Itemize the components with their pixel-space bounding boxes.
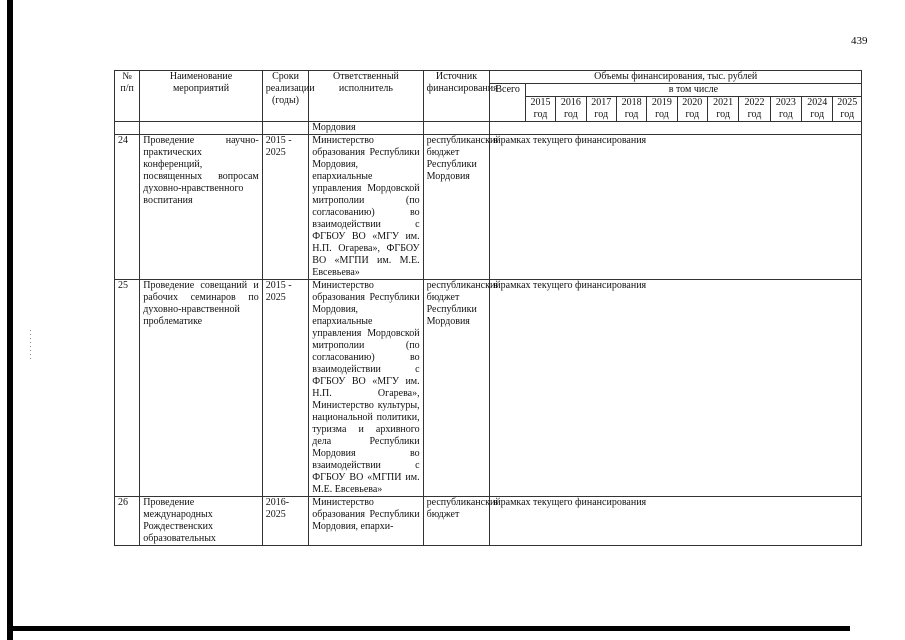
header-year: 2022 год [739, 97, 770, 122]
page-number: 439 [851, 35, 868, 47]
header-source: Источник финансирования [423, 71, 490, 122]
row-terms: 2016-2025 [262, 497, 309, 546]
row-source: республиканский бюджет Республики Мордовия [423, 135, 490, 280]
header-year: 2023 год [770, 97, 801, 122]
scan-edge-left [7, 0, 13, 640]
row-source: республиканский бюджет Республики Мордовия [423, 280, 490, 497]
row-financing: в рамках текущего финансирования [490, 280, 862, 497]
header-year: 2016 год [556, 97, 586, 122]
header-year: 2020 год [677, 97, 707, 122]
header-num: № п/п [115, 71, 140, 122]
scan-edge-bottom [10, 626, 850, 631]
header-year: 2024 год [802, 97, 833, 122]
header-year: 2019 год [647, 97, 677, 122]
scan-speck-column [30, 330, 31, 360]
row-financing: в рамках текущего финансирования [490, 497, 862, 546]
row-executor: Министерство образования Республики Мордовия, епархиальные управления Мордовской митрополии (по согласованию) во взаимодействии с ФГБОУ ВО «МГУ им. Н.П. Огарева», ФГБОУ ВО «МГПИ им. М.Е. Евсевьева» [309, 135, 423, 280]
row-number: 24 [115, 135, 140, 280]
table-row [115, 135, 862, 280]
row-terms: 2015 - 2025 [262, 280, 309, 497]
header-terms: Сроки реализации (годы) [262, 71, 309, 122]
row-source: республиканский бюджет [423, 497, 490, 546]
header-executor: Ответственный исполнитель [309, 71, 423, 122]
table-row [115, 497, 862, 546]
row-name: Проведение международных Рождественских образовательных [140, 497, 262, 546]
row-name: Проведение научно-практических конференций, посвященных вопросам духовно-нравственного воспитания [140, 135, 262, 280]
row-executor: Министерство образования Республики Мордовия, епархи- [309, 497, 423, 546]
row-executor: Министерство образования Республики Мордовия, епархиальные управления Мордовской митрополии (по согласованию) во взаимодействии с ФГБОУ ВО «МГУ им. Н.П. Огарева», Министерство культуры, национальной политики, туризма и архивного дела Республики Мордовия во взаимодействии с ФГБОУ ВО «МГПИ им. М.Е. Евсевьева» [309, 280, 423, 497]
header-year: 2021 год [707, 97, 738, 122]
header-including: в том числе [525, 84, 861, 97]
header-year: 2017 год [586, 97, 616, 122]
row-number: 26 [115, 497, 140, 546]
continuation-row [115, 122, 862, 135]
row-name: Проведение совещаний и рабочих семинаров по духовно-нравственной проблематике [140, 280, 262, 497]
row-financing: в рамках текущего финансирования [490, 135, 862, 280]
row-number: 25 [115, 280, 140, 497]
row-terms: 2015 - 2025 [262, 135, 309, 280]
table-row [115, 280, 862, 497]
header-year: 2025 год [833, 97, 862, 122]
header-total: Всего [490, 84, 525, 122]
header-name: Наименование мероприятий [140, 71, 262, 122]
financing-table [114, 70, 862, 546]
header-year: 2015 год [525, 97, 555, 122]
header-volumes: Объемы финансирования, тыс. рублей [490, 71, 862, 84]
continuation-cell: Мордовия [309, 122, 423, 135]
header-year: 2018 год [616, 97, 646, 122]
